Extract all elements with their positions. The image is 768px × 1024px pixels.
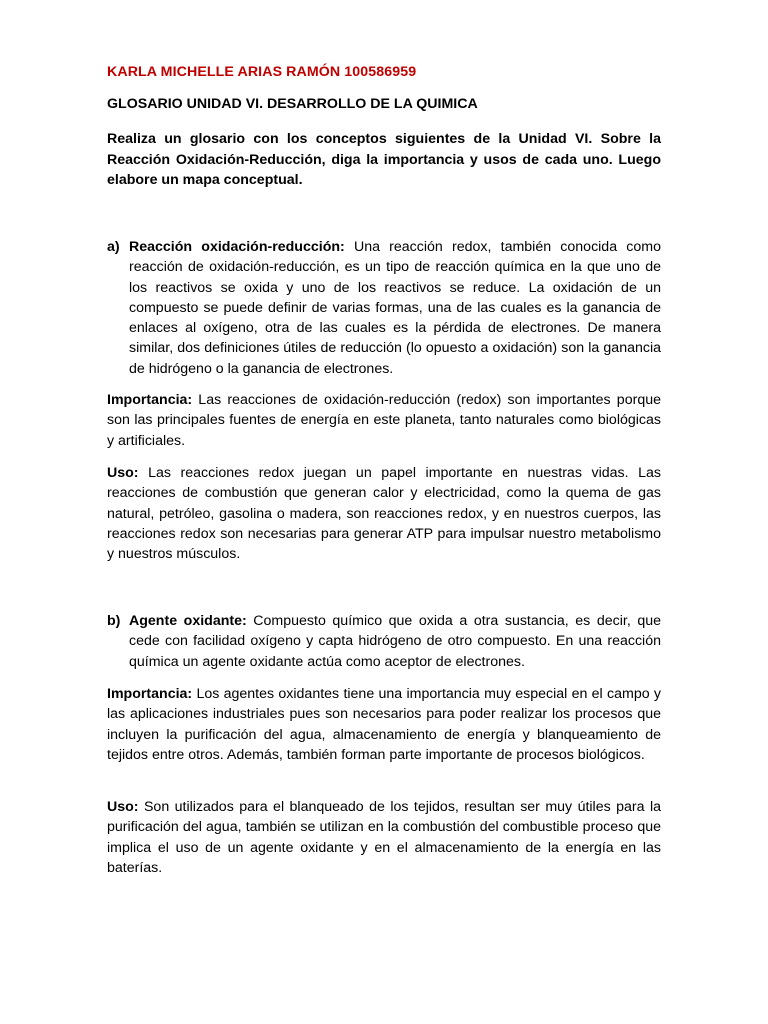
use-text: Son utilizados para el blanqueado de los tejidos, resultan ser muy útiles para la purificación del agua, también se utilizan en la combustión del combustible proceso que implica el uso de un agente oxidante y en el almacenamiento de la energía en las baterías. xyxy=(107,799,661,876)
importance-text: Las reacciones de oxidación-reducción (redox) son importantes porque son las principales fuentes de energía en este planeta, tanto naturales como biológicas y artificiales. xyxy=(107,392,661,449)
term-label: Reacción oxidación-reducción: xyxy=(129,239,345,255)
use-paragraph-b xyxy=(107,797,661,878)
definition-paragraph xyxy=(129,611,661,672)
use-label: Uso: xyxy=(107,465,139,481)
use-label: Uso: xyxy=(107,799,139,815)
document-title: GLOSARIO UNIDAD VI. DESARROLLO DE LA QUIMICA xyxy=(107,96,478,112)
importance-label: Importancia: xyxy=(107,392,193,408)
definition-text: Una reacción redox, también conocida como reacción de oxidación-reducción, es un tipo de reacción química en la que uno de los reactivos se oxida y uno de los reactivos se reduce. La oxidación de un compuesto se puede definir de varias formas, una de las cuales es la ganancia de enlaces al oxígeno, otra de las cuales es la pérdida de electrones. De manera similar, dos definiciones útiles de reducción (lo opuesto a oxidación) son la ganancia de hidrógeno o la ganancia de electrones. xyxy=(129,239,661,377)
author-line: KARLA MICHELLE ARIAS RAMÓN 100586959 xyxy=(107,64,417,80)
importance-label: Importancia: xyxy=(107,686,193,702)
definition-paragraph xyxy=(129,237,661,379)
use-text: Las reacciones redox juegan un papel importante en nuestras vidas. Las reacciones de combustión que generan calor y electricidad, como la quema de gas natural, petróleo, gasolina o madera, son reacciones redox, y en nuestros cuerpos, las reacciones redox son necesarias para generar ATP para impulsar nuestro metabolismo y nuestros músculos. xyxy=(107,465,661,563)
importance-text: Los agentes oxidantes tiene una importancia muy especial en el campo y las aplicaciones industriales pues son necesarios para poder realizar los procesos que incluyen la purificación del agua, almacenamiento de energía y blanqueamiento de tejidos entre otros. Además, también forman parte importante de procesos biológicos. xyxy=(107,686,661,763)
importance-paragraph-a xyxy=(107,390,661,451)
glossary-item-b xyxy=(107,611,661,672)
use-paragraph-a xyxy=(107,463,661,564)
importance-paragraph-b xyxy=(107,684,661,765)
glossary-item-a xyxy=(107,237,661,379)
instructions-paragraph: Realiza un glosario con los conceptos siguientes de la Unidad VI. Sobre la Reacción Oxidación-Reducción, diga la importancia y usos de cada uno. Luego elabore un mapa conceptual. xyxy=(107,131,661,188)
definition-text: Compuesto químico que oxida a otra sustancia, es decir, que cede con facilidad oxígeno y capta hidrógeno de otro compuesto. En una reacción química un agente oxidante actúa como aceptor de electrones. xyxy=(129,613,661,670)
term-label: Agente oxidante: xyxy=(129,613,247,629)
list-marker: a) xyxy=(107,239,120,255)
list-marker: b) xyxy=(107,613,121,629)
